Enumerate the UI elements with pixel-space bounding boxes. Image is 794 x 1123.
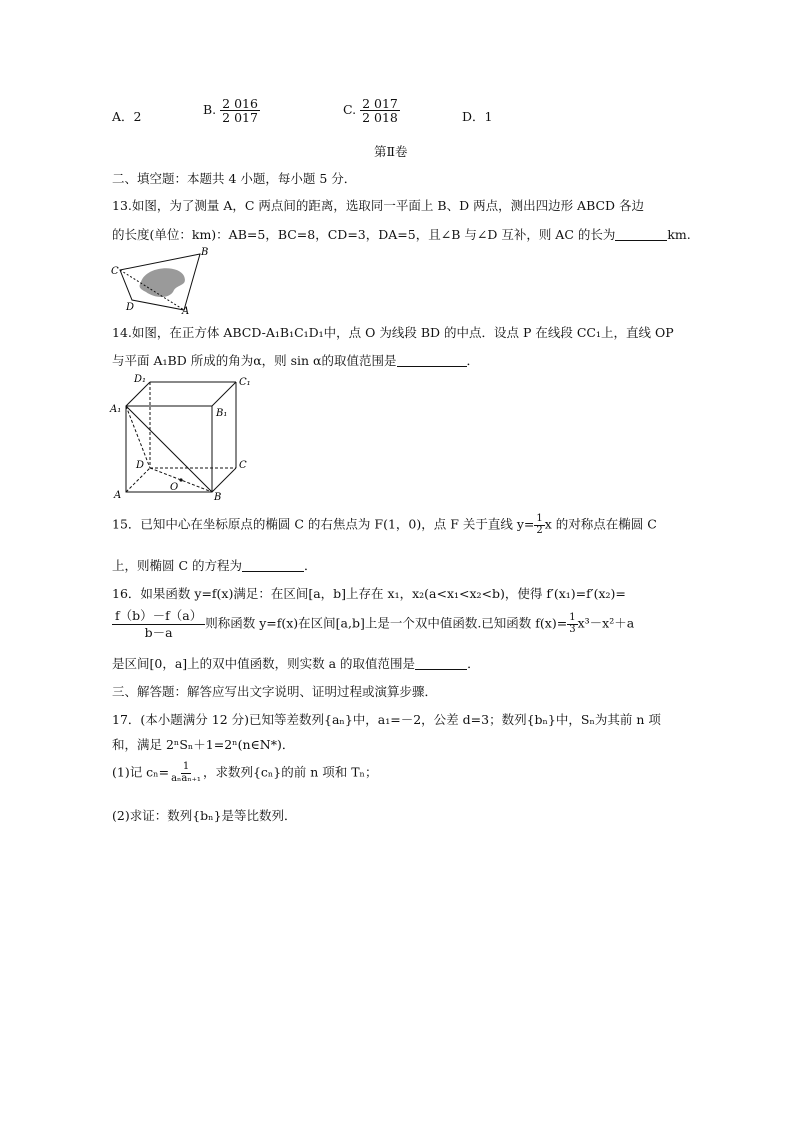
cube-line-a1b — [126, 406, 212, 492]
cube-point-o — [179, 478, 182, 481]
option-c-label: C. — [343, 102, 357, 118]
q12-option-a — [112, 107, 141, 125]
option-c-numerator: 2 017 — [362, 96, 398, 111]
q13-shaded-region — [140, 268, 185, 297]
q16-line1: 16．如果函数 y=f(x)满足：在区间[a，b]上存在 x₁，x₂(a<x₁<x₂<b)，使得 f′(x₁)=f′(x₂)= — [112, 586, 626, 601]
q13-label-d: D — [126, 302, 135, 313]
q14-answer-blank — [397, 355, 467, 367]
q16-mean-fraction — [112, 608, 205, 640]
option-b-numerator: 2 016 — [222, 96, 258, 111]
option-d-value: 1 — [484, 109, 493, 124]
q13-line2 — [112, 225, 691, 243]
q13-unit: km. — [667, 227, 691, 242]
q15-end: ． — [304, 558, 317, 573]
q15-fraction — [534, 514, 544, 536]
q13-quadrilateral-figure — [108, 244, 218, 316]
q15-line1-b: x 的对称点在椭圆 C — [544, 516, 657, 532]
cube-line-a1d — [126, 406, 150, 468]
q16-answer-blank — [415, 658, 467, 670]
q16-mean-den: b－a — [144, 624, 173, 640]
option-a-label: A． — [112, 109, 134, 124]
q17-part1-a: (1)记 cₙ= — [112, 764, 170, 780]
q13-answer-blank — [615, 229, 667, 241]
q14-line2-text: 与平面 A₁BD 所成的角为α，则 sin α的取值范围是 — [112, 353, 397, 368]
option-c-fraction — [360, 97, 400, 124]
option-b-denominator: 2 017 — [222, 110, 258, 126]
q15-line2-text: 上，则椭圆 C 的方程为 — [112, 558, 243, 573]
q14-line1: 14.如图，在正方体 ABCD-A₁B₁C₁D₁中，点 O 为线段 BD 的中点．设点 P 在线段 CC₁上，直线 OP — [112, 325, 674, 340]
q16-line2-end: x³－x²＋a — [577, 615, 635, 631]
q13-label-c: C — [111, 266, 119, 277]
q17-cn-num: 1 — [182, 761, 190, 772]
option-b-fraction — [220, 97, 260, 124]
cube-label-c: C — [239, 460, 247, 471]
q16-coef-fraction — [567, 613, 577, 635]
cube-label-a1: A₁ — [110, 404, 122, 415]
q15-frac-den: 2 — [536, 524, 543, 536]
section3-heading: 三、解答题：解答应写出文字说明、证明过程或演算步骤． — [112, 684, 438, 699]
option-c-denominator: 2 018 — [362, 110, 398, 126]
q16-line3-text: 是区间[0，a]上的双中值函数，则实数 a 的取值范围是 — [112, 656, 416, 671]
q14-line2 — [112, 351, 479, 369]
q15-answer-blank — [242, 560, 304, 572]
q12-option-b — [203, 97, 260, 124]
section2-heading: 二、填空题：本题共 4 小题，每小题 5 分． — [112, 171, 357, 186]
q16-coef-num: 1 — [569, 612, 576, 624]
part2-title: 第Ⅱ卷 — [374, 144, 408, 159]
option-a-value: 2 — [133, 109, 142, 124]
cube-label-c1: C₁ — [239, 377, 251, 388]
q15-line1 — [112, 514, 657, 536]
cube-label-a: A — [114, 490, 122, 501]
q15-line1-a: 15．已知中心在坐标原点的椭圆 C 的右焦点为 F(1，0)，点 F 关于直线 y= — [112, 516, 535, 532]
q17-cn-fraction — [169, 762, 203, 784]
q13-line1: 13.如图，为了测量 A，C 两点间的距离，选取同一平面上 B、D 两点，测出四边形 ABCD 各边 — [112, 198, 645, 213]
cube-label-d: D — [136, 460, 145, 471]
q17-cn-den: aₙaₙ₊₁ — [171, 772, 201, 784]
q17-part2: (2)求证：数列{bₙ}是等比数列． — [112, 808, 297, 823]
q16-end: ． — [467, 656, 480, 671]
q14-end: ． — [466, 353, 480, 368]
q13-line2-text: 的长度(单位：km)：AB=5，BC=8，CD=3，DA=5，且∠B 与∠D 互补，则 AC 的长为 — [112, 227, 616, 242]
option-b-label: B. — [203, 102, 217, 118]
cube-label-b1: B₁ — [216, 408, 228, 419]
cube-edge-a1d1 — [126, 382, 150, 406]
option-d-label: D． — [462, 109, 485, 124]
cube-label-o: O — [170, 482, 179, 493]
cube-label-b: B — [214, 492, 222, 503]
cube-label-d1: D₁ — [134, 374, 147, 385]
q16-line2-mid: 则称函数 y=f(x)在区间[a,b]上是一个双中值函数.已知函数 f(x)= — [205, 615, 568, 631]
q16-line3 — [112, 654, 480, 672]
cube-edge-bc — [212, 468, 236, 492]
q15-frac-num: 1 — [536, 513, 543, 524]
q13-label-a: A — [182, 306, 190, 316]
cube-edge-b1c1 — [212, 382, 236, 406]
q16-coef-den: 3 — [569, 623, 576, 635]
q17-part1 — [112, 762, 377, 784]
q16-mean-num: f（b）－f（a） — [112, 608, 205, 625]
q17-part1-b: ，求数列{cₙ}的前 n 项和 Tₙ； — [202, 764, 378, 780]
q14-cube-figure — [108, 372, 258, 504]
q12-option-d — [462, 107, 492, 125]
q17-line2: 和，满足 2ⁿSₙ＋1=2ⁿ(n∈N*)． — [112, 737, 295, 752]
q15-line2 — [112, 556, 317, 574]
cube-edge-ad — [126, 468, 150, 492]
q17-line1: 17．(本小题满分 12 分)已知等差数列{aₙ}中，a₁=－2，公差 d=3；数列{bₙ}中，Sₙ为其前 n 项 — [112, 712, 661, 727]
q13-label-b: B — [201, 247, 209, 258]
q12-option-c — [343, 97, 400, 124]
q16-line2 — [112, 608, 634, 640]
